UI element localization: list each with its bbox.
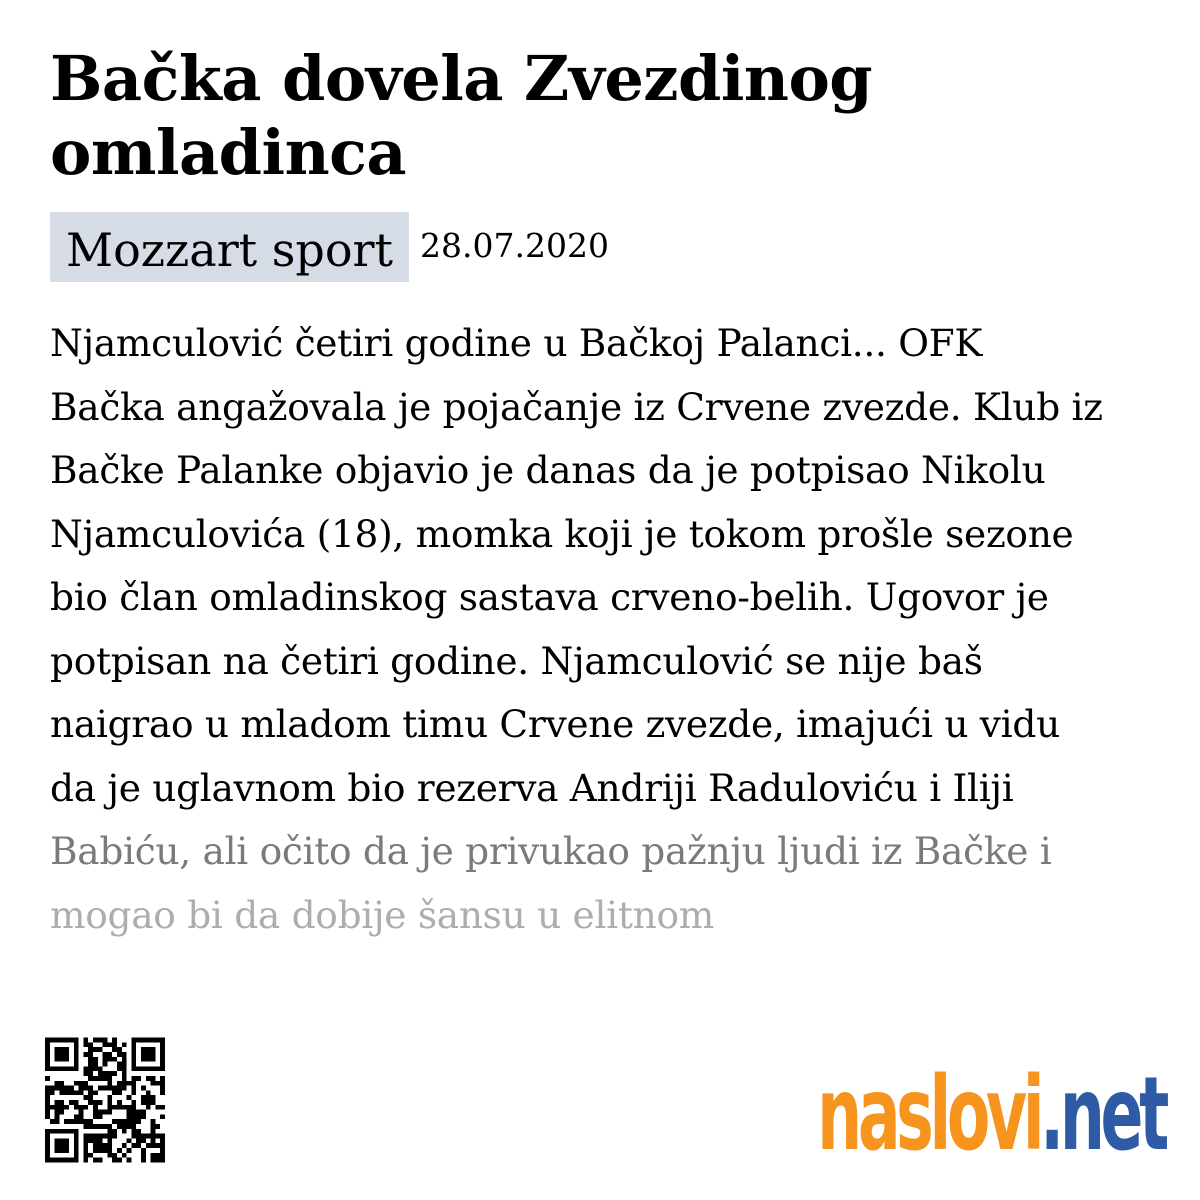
body-line: Bačka angažovala je pojačanje iz Crvene zvezde. Klub iz (50, 384, 1103, 429)
source-badge[interactable]: Mozzart sport (50, 212, 409, 282)
body-line-faded: mogao bi da dobije šansu u elitnom (50, 892, 714, 937)
article-body (50, 312, 1160, 947)
logo-domain: .net (1040, 1055, 1165, 1174)
publish-date: 28.07.2020 (420, 226, 609, 265)
body-line: naigrao u mladom timu Crvene zvezde, imajući u vidu (50, 702, 1060, 746)
body-line: bio član omladinskog sastava crveno-belih. Ugovor je (50, 575, 1049, 619)
body-line-faded: Babiću, ali očito da je privukao pažnju ljudi iz Bačke i (50, 829, 1052, 873)
body-line: da je uglavnom bio rezerva Andriji Raduloviću i Iliji (50, 765, 1014, 810)
logo-text: naslovi (817, 1055, 1041, 1174)
qr-code-icon[interactable] (45, 1037, 165, 1163)
article-title: Bačka dovela Zvezdinog omladinca (50, 42, 873, 189)
naslovi-logo[interactable] (817, 1055, 1165, 1174)
body-line: Bačke Palanke objavio je danas da je potpisao Nikolu (50, 448, 1046, 492)
body-line: Njamculovića (18), momka koji je tokom prošle sezone (50, 511, 1074, 556)
body-line: Njamculović četiri godine u Bačkoj Palanci... OFK (50, 321, 983, 365)
body-line: potpisan na četiri godine. Njamculović se nije baš (50, 638, 983, 683)
